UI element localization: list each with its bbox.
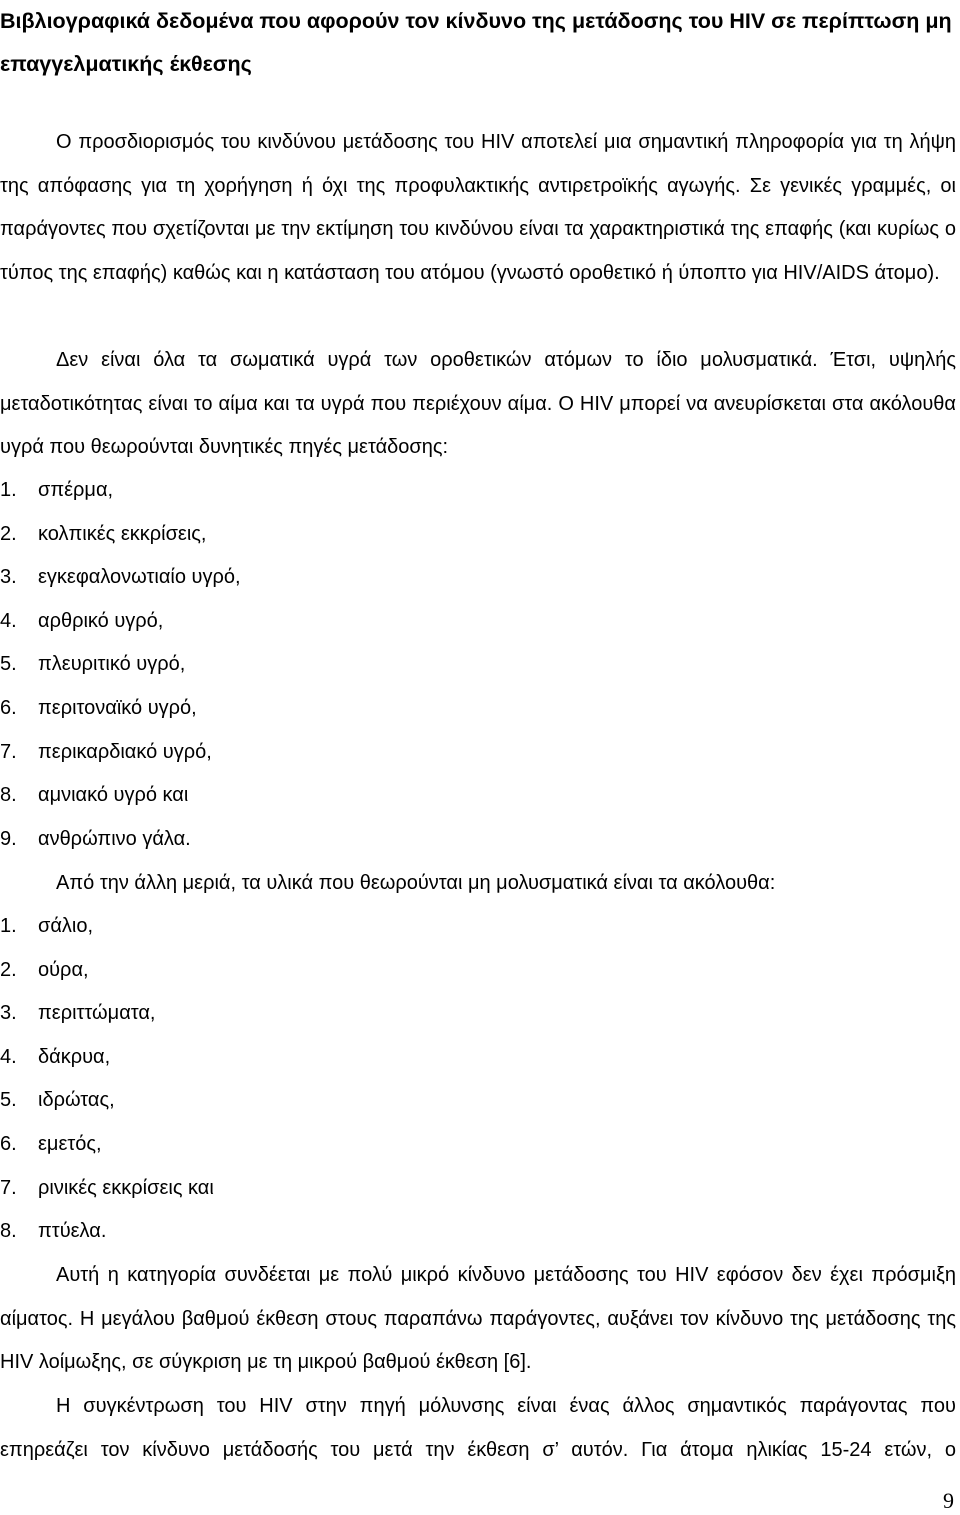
heading-line: επαγγελματικής έκθεσης	[0, 52, 252, 76]
list-text: ανθρώπινο γάλα.	[38, 827, 191, 850]
list-text: περιττώματα,	[38, 1002, 156, 1025]
list-item	[0, 1036, 900, 1080]
list-item	[0, 774, 900, 818]
infectious-fluids-list	[0, 469, 900, 861]
list-text: εμετός,	[38, 1132, 102, 1155]
list-text: ρινικές εκκρίσεις και	[38, 1176, 214, 1199]
list-number: 7.	[0, 1176, 17, 1199]
list-number: 8.	[0, 784, 17, 807]
list-item	[0, 818, 900, 862]
list-number: 7.	[0, 740, 17, 763]
list-number: 3.	[0, 1002, 17, 1025]
list-item	[0, 600, 900, 644]
list-item	[0, 731, 900, 775]
list-item	[0, 1079, 900, 1123]
list-text: σπέρμα,	[38, 479, 114, 501]
list-item	[0, 643, 900, 687]
paragraph-body-fluids: Δεν είναι όλα τα σωματικά υγρά των οροθετικών ατόμων το ίδιο μολυσματικά. Έτσι, υψηλής μεταδοτικότητας είναι το αίμα και τα υγρά που περιέχουν αίμα. Ο HIV μπορεί να ανευρίσκεται στα ακόλουθα υγρά που θεωρούνται δυνητικές πηγές μετάδοσης:	[0, 349, 956, 459]
list-text: πτύελα.	[38, 1220, 107, 1243]
list-text: πλευριτικό υγρό,	[38, 653, 186, 676]
list-number: 4.	[0, 1045, 17, 1068]
list-number: 6.	[0, 696, 17, 719]
list-text: αρθρικό υγρό,	[38, 609, 164, 632]
list-item	[0, 513, 900, 557]
list-text: αμνιακό υγρό και	[38, 784, 189, 807]
list-number: 1.	[0, 915, 17, 937]
list-text: ιδρώτας,	[38, 1089, 115, 1112]
list-number: 8.	[0, 1220, 17, 1243]
non-infectious-materials-list	[0, 905, 900, 1254]
paragraph-viral-concentration	[0, 1385, 956, 1472]
list-text: περικαρδιακό υγρό,	[38, 740, 212, 763]
list-number: 3.	[0, 566, 17, 589]
page-number: 9	[943, 1488, 954, 1513]
list-item	[0, 687, 900, 731]
paragraph-line: επηρεάζει τον κίνδυνο μετάδοσής του μετά την έκθεση σ’ αυτόν. Για άτομα ηλικίας 15-24 ετών, ο	[0, 1438, 956, 1461]
list-item	[0, 1123, 900, 1167]
paragraph-low-risk: Αυτή η κατηγορία συνδέεται με πολύ μικρό κίνδυνο μετάδοσης του HIV εφόσον δεν έχει πρόσμιξη αίματος. Η μεγάλου βαθμού έκθεση στους παραπάνω παράγοντες, αυξάνει τον κίνδυνο της μετάδοσης της HIV λοίμωξης, σε σύγκριση με τη μικρού βαθμού έκθεση [6].	[0, 1264, 956, 1374]
list-item	[0, 556, 900, 600]
list-text: δάκρυα,	[38, 1045, 111, 1068]
section-heading	[0, 0, 958, 86]
list-text: εγκεφαλονωτιαίο υγρό,	[38, 566, 241, 589]
list-number: 2.	[0, 522, 17, 545]
list-item	[0, 469, 900, 513]
heading-line: Βιβλιογραφικά δεδομένα που αφορούν τον κίνδυνο της μετάδοσης του HIV σε περίπτωση μη	[0, 9, 952, 33]
paragraph-risk-assessment: Ο προσδιορισμός του κινδύνου μετάδοσης του HIV αποτελεί μια σημαντική πληροφορία για τη λήψη της απόφασης για τη χορήγηση ή όχι της προφυλακτικής αντιρετροϊκής αγωγής. Σε γενικές γραμμές, οι παράγοντες που σχετίζονται με την εκτίμηση του κινδύνου είναι τα χαρακτηριστικά της επαφής (και κυρίως ο τύπος της επαφής) καθώς και η κατάσταση του ατόμου (γνωστό οροθετικό ή ύποπτο για HIV/AIDS άτομο).	[0, 131, 956, 284]
list-text: κολπικές εκκρίσεις,	[38, 522, 207, 545]
list-text: ούρα,	[38, 958, 89, 981]
list-text: σάλιο,	[38, 915, 94, 937]
list-item	[0, 992, 900, 1036]
list-text: περιτοναϊκό υγρό,	[38, 696, 197, 719]
list-number: 9.	[0, 827, 17, 850]
list-number: 5.	[0, 1089, 17, 1112]
list-number: 6.	[0, 1132, 17, 1155]
list-item	[0, 949, 900, 993]
list-item	[0, 1167, 900, 1211]
list-number: 1.	[0, 479, 17, 501]
list-number: 5.	[0, 653, 17, 676]
list-item	[0, 905, 900, 949]
paragraph-line: Η συγκέντρωση του HIV στην πηγή μόλυνσης είναι ένας άλλος σημαντικός παράγοντας που	[56, 1395, 956, 1417]
list-number: 2.	[0, 958, 17, 981]
paragraph-non-infectious-intro: Από την άλλη μεριά, τα υλικά που θεωρούνται μη μολυσματικά είναι τα ακόλουθα:	[56, 872, 776, 894]
list-item	[0, 1210, 900, 1254]
list-number: 4.	[0, 609, 17, 632]
